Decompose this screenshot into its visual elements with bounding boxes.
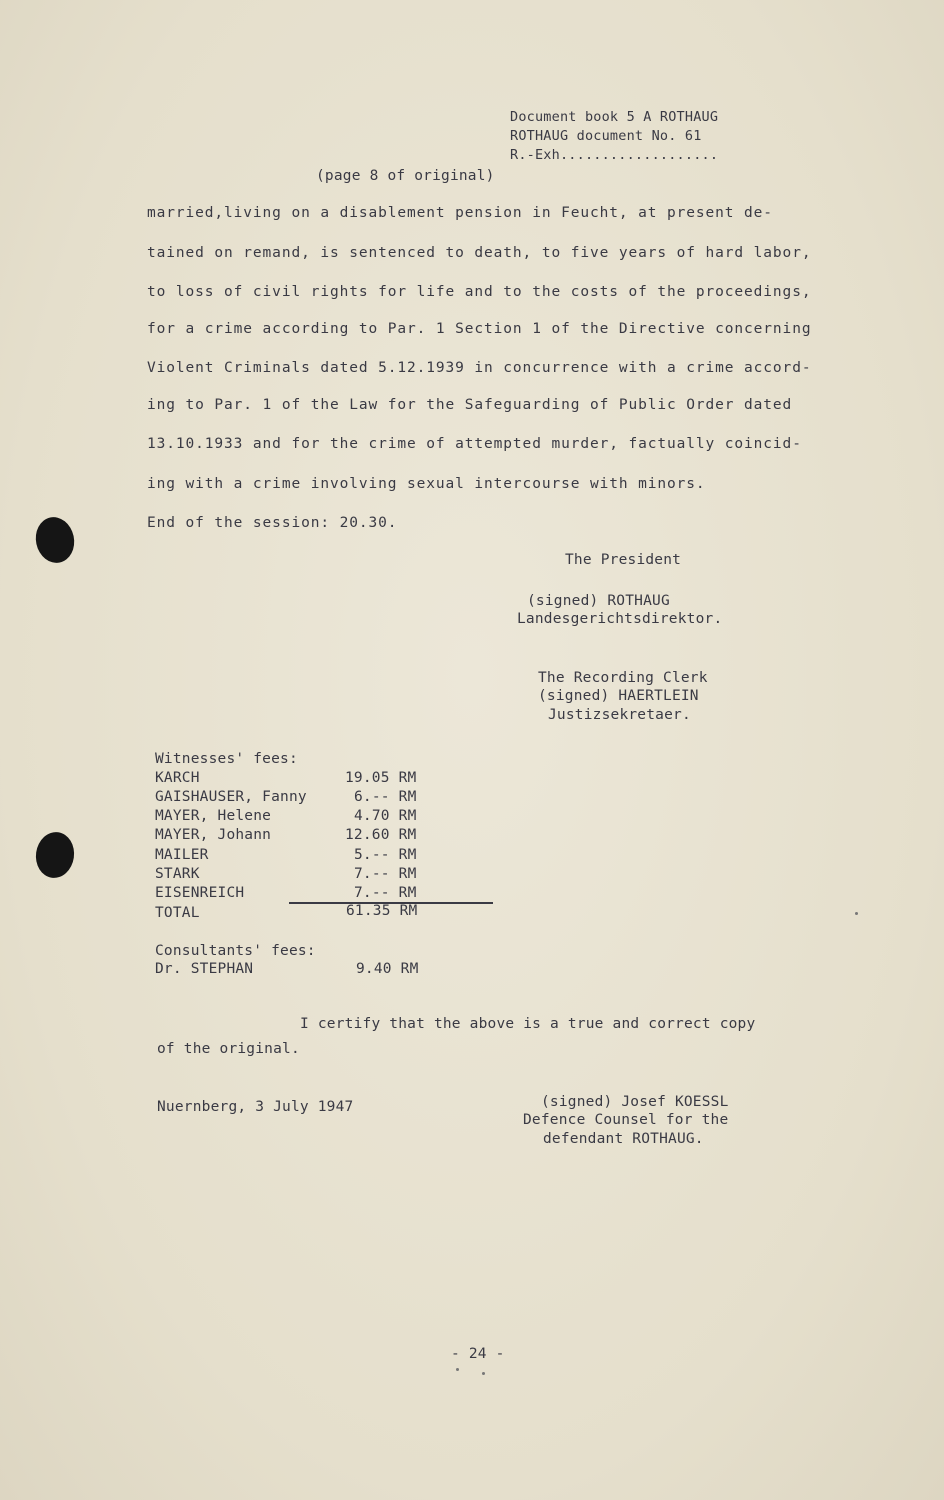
body-line-6: ing to Par. 1 of the Law for the Safeguarding of Public Order dated [147, 397, 793, 413]
counsel-role-line-2: defendant ROTHAUG. [543, 1131, 704, 1147]
witness-amount: 5.-- RM [354, 847, 417, 863]
body-line-7: 13.10.1933 and for the crime of attempted murder, factually coincid- [147, 436, 802, 452]
witness-name: EISENREICH [155, 885, 245, 901]
witness-name: MAILER [155, 847, 209, 863]
total-amount: 61.35 RM [346, 903, 418, 919]
document-book-line: Document book 5 A ROTHAUG [510, 109, 719, 125]
witness-fees-heading: Witnesses' fees: [155, 751, 298, 767]
counsel-role-line-1: Defence Counsel for the [523, 1112, 729, 1128]
paper-speck [855, 912, 858, 915]
body-line-3: to loss of civil rights for life and to the costs of the proceedings, [147, 284, 812, 300]
body-line-1: married,living on a disablement pension in Feucht, at present de- [147, 205, 773, 221]
certification-line-2: of the original. [157, 1041, 300, 1057]
clerk-signed: (signed) HAERTLEIN [538, 688, 699, 704]
witness-name: KARCH [155, 770, 200, 786]
president-signed: (signed) ROTHAUG [527, 593, 670, 609]
body-line-2: tained on remand, is sentenced to death, to five years of hard labor, [147, 245, 812, 261]
clerk-title: The Recording Clerk [538, 670, 708, 686]
body-line-8: ing with a crime involving sexual intercourse with minors. [147, 476, 706, 492]
counsel-signed: (signed) Josef KOESSL [541, 1094, 729, 1110]
paper-speck [482, 1372, 485, 1375]
document-number-line: ROTHAUG document No. 61 [510, 128, 702, 144]
body-line-5: Violent Criminals dated 5.12.1939 in concurrence with a crime accord- [147, 360, 812, 376]
witness-name: MAYER, Helene [155, 808, 272, 824]
witness-name: STARK [155, 866, 200, 882]
consultant-name: Dr. STEPHAN [155, 961, 254, 977]
end-of-session: End of the session: 20.30. [147, 515, 398, 531]
consultant-fees-heading: Consultants' fees: [155, 943, 316, 959]
paper-speck [456, 1368, 459, 1371]
president-role: Landesgerichtsdirektor. [517, 611, 723, 627]
punch-hole-bottom [33, 830, 77, 881]
body-line-4: for a crime according to Par. 1 Section 1 of the Directive concerning [147, 321, 812, 337]
place-and-date: Nuernberg, 3 July 1947 [157, 1099, 354, 1115]
witness-name: GAISHAUSER, Fanny [155, 789, 307, 805]
clerk-role: Justizsekretaer. [548, 707, 691, 723]
witness-amount: 4.70 RM [354, 808, 417, 824]
consultant-amount: 9.40 RM [356, 961, 419, 977]
certification-line-1: I certify that the above is a true and correct copy [300, 1016, 756, 1032]
page-of-original-note: (page 8 of original) [316, 168, 495, 184]
witness-amount: 7.-- RM [354, 866, 417, 882]
witness-name: MAYER, Johann [155, 827, 272, 843]
total-label: TOTAL [155, 905, 200, 921]
witness-amount: 19.05 RM [345, 770, 417, 786]
witness-amount: 7.-- RM [354, 885, 417, 901]
president-title: The President [565, 552, 682, 568]
punch-hole-top [32, 514, 79, 567]
page-number: - 24 - [451, 1346, 505, 1362]
exhibit-line: R.-Exh................... [510, 147, 719, 163]
witness-amount: 12.60 RM [345, 827, 417, 843]
witness-amount: 6.-- RM [354, 789, 417, 805]
